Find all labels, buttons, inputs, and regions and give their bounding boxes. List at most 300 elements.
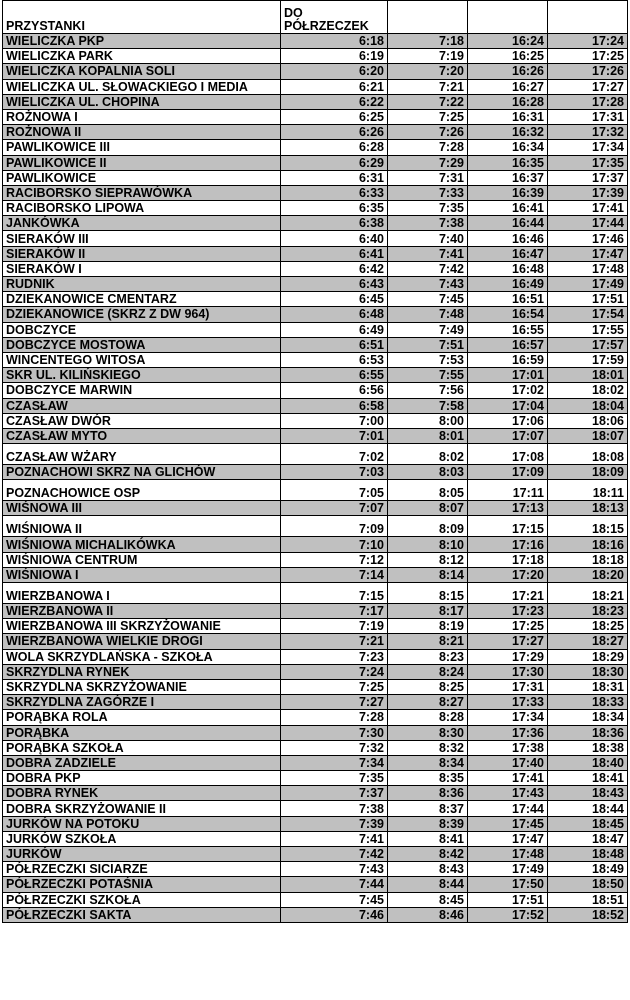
table-row xyxy=(3,64,628,79)
departure-time: 7:31 xyxy=(388,170,468,185)
departure-time: 6:29 xyxy=(281,155,388,170)
departure-time: 17:07 xyxy=(468,428,548,443)
table-row xyxy=(3,740,628,755)
departure-time: 17:47 xyxy=(548,246,628,261)
departure-time: 16:41 xyxy=(468,201,548,216)
departure-time: 16:51 xyxy=(468,292,548,307)
departure-time: 17:01 xyxy=(468,368,548,383)
departure-time: 17:15 xyxy=(468,516,548,537)
departure-time: 16:39 xyxy=(468,185,548,200)
departure-time: 8:15 xyxy=(388,583,468,604)
departure-time: 7:28 xyxy=(388,140,468,155)
departure-time: 7:00 xyxy=(281,413,388,428)
departure-time: 17:04 xyxy=(468,398,548,413)
stop-name: SKRZYDLNA RYNEK xyxy=(3,664,281,679)
stop-name: POZNACHOWICE OSP xyxy=(3,480,281,501)
stop-name: PORĄBKA xyxy=(3,725,281,740)
departure-time: 18:50 xyxy=(548,877,628,892)
departure-time: 17:31 xyxy=(548,109,628,124)
departure-time: 7:25 xyxy=(388,109,468,124)
table-row xyxy=(3,170,628,185)
departure-time: 6:48 xyxy=(281,307,388,322)
departure-time: 17:48 xyxy=(468,847,548,862)
departure-time: 17:49 xyxy=(468,862,548,877)
departure-time: 18:16 xyxy=(548,537,628,552)
departure-time: 18:33 xyxy=(548,695,628,710)
departure-time: 6:21 xyxy=(281,79,388,94)
table-row xyxy=(3,786,628,801)
departure-time: 17:27 xyxy=(468,634,548,649)
timetable xyxy=(2,0,628,923)
table-row xyxy=(3,892,628,907)
table-row xyxy=(3,710,628,725)
departure-time: 7:18 xyxy=(388,34,468,49)
table-row xyxy=(3,49,628,64)
stop-name: PÓŁRZECZKI SICIARZE xyxy=(3,862,281,877)
table-row xyxy=(3,552,628,567)
table-row xyxy=(3,109,628,124)
departure-time: 8:34 xyxy=(388,755,468,770)
departure-time: 17:18 xyxy=(468,552,548,567)
departure-time: 7:24 xyxy=(281,664,388,679)
departure-time: 8:46 xyxy=(388,907,468,922)
departure-time: 7:56 xyxy=(388,383,468,398)
departure-time: 18:52 xyxy=(548,907,628,922)
table-row xyxy=(3,140,628,155)
table-row xyxy=(3,679,628,694)
departure-time: 18:31 xyxy=(548,679,628,694)
departure-time: 8:25 xyxy=(388,679,468,694)
departure-time: 7:39 xyxy=(281,816,388,831)
table-row xyxy=(3,307,628,322)
departure-time: 18:20 xyxy=(548,567,628,582)
stop-name: SIERAKÓW III xyxy=(3,231,281,246)
stop-name: DOBRA RYNEK xyxy=(3,786,281,801)
departure-time: 7:51 xyxy=(388,337,468,352)
timetable-body xyxy=(3,34,628,923)
departure-time: 8:28 xyxy=(388,710,468,725)
departure-time: 6:55 xyxy=(281,368,388,383)
stop-name: JURKÓW xyxy=(3,847,281,862)
table-row xyxy=(3,185,628,200)
departure-time: 6:20 xyxy=(281,64,388,79)
stop-name: WIELICZKA UL. SŁOWACKIEGO I MEDIA xyxy=(3,79,281,94)
stop-name: CZASŁAW DWÓR xyxy=(3,413,281,428)
table-row xyxy=(3,847,628,862)
departure-time: 6:35 xyxy=(281,201,388,216)
table-row xyxy=(3,816,628,831)
stop-name: PÓŁRZECZKI SAKTA xyxy=(3,907,281,922)
stop-name: ROŻNOWA I xyxy=(3,109,281,124)
stop-name: PORĄBKA SZKOŁA xyxy=(3,740,281,755)
departure-time: 17:34 xyxy=(548,140,628,155)
departure-time: 8:07 xyxy=(388,501,468,516)
stop-name: CZASŁAW MYTO xyxy=(3,428,281,443)
table-row xyxy=(3,771,628,786)
stop-name: JANKÓWKA xyxy=(3,216,281,231)
table-row xyxy=(3,201,628,216)
stop-name: PORĄBKA ROLA xyxy=(3,710,281,725)
departure-time: 7:41 xyxy=(281,831,388,846)
table-row xyxy=(3,261,628,276)
stop-name: DOBRA SKRZYŻOWANIE II xyxy=(3,801,281,816)
departure-time: 17:44 xyxy=(548,216,628,231)
departure-time: 17:24 xyxy=(548,34,628,49)
table-row xyxy=(3,862,628,877)
departure-time: 6:58 xyxy=(281,398,388,413)
stop-name: WIŚNIOWA CENTRUM xyxy=(3,552,281,567)
stop-name: DOBRA ZADZIELE xyxy=(3,755,281,770)
departure-time: 17:55 xyxy=(548,322,628,337)
departure-time: 17:02 xyxy=(468,383,548,398)
stop-name: SKR UL. KILIŃSKIEGO xyxy=(3,368,281,383)
stop-name: WIŚNIOWA II xyxy=(3,516,281,537)
departure-time: 6:22 xyxy=(281,94,388,109)
departure-time: 18:29 xyxy=(548,649,628,664)
departure-time: 6:18 xyxy=(281,34,388,49)
table-row xyxy=(3,634,628,649)
departure-time: 7:48 xyxy=(388,307,468,322)
departure-time: 7:29 xyxy=(388,155,468,170)
departure-time: 6:53 xyxy=(281,352,388,367)
departure-time: 16:37 xyxy=(468,170,548,185)
departure-time: 18:09 xyxy=(548,465,628,480)
stop-name: WIŚNOWA III xyxy=(3,501,281,516)
departure-time: 17:20 xyxy=(468,567,548,582)
departure-time: 8:42 xyxy=(388,847,468,862)
departure-time: 7:40 xyxy=(388,231,468,246)
stop-name: RUDNIK xyxy=(3,277,281,292)
departure-time: 17:43 xyxy=(468,786,548,801)
departure-time: 17:30 xyxy=(468,664,548,679)
departure-time: 6:43 xyxy=(281,277,388,292)
departure-time: 7:46 xyxy=(281,907,388,922)
departure-time: 7:34 xyxy=(281,755,388,770)
departure-time: 17:46 xyxy=(548,231,628,246)
table-row xyxy=(3,34,628,49)
table-row xyxy=(3,94,628,109)
table-row xyxy=(3,664,628,679)
departure-time: 16:25 xyxy=(468,49,548,64)
departure-time: 17:41 xyxy=(548,201,628,216)
departure-time: 17:06 xyxy=(468,413,548,428)
departure-time: 17:34 xyxy=(468,710,548,725)
departure-time: 17:59 xyxy=(548,352,628,367)
departure-time: 8:05 xyxy=(388,480,468,501)
stop-name: WIERZBANOWA I xyxy=(3,583,281,604)
departure-time: 8:12 xyxy=(388,552,468,567)
stop-name: WIERZBANOWA WIELKIE DROGI xyxy=(3,634,281,649)
departure-time: 8:37 xyxy=(388,801,468,816)
stop-name: SIERAKÓW II xyxy=(3,246,281,261)
stop-name: WIERZBANOWA II xyxy=(3,604,281,619)
departure-time: 8:45 xyxy=(388,892,468,907)
stop-name: JURKÓW SZKOŁA xyxy=(3,831,281,846)
departure-time: 17:45 xyxy=(468,816,548,831)
table-row xyxy=(3,501,628,516)
stop-name: DOBCZYCE MOSTOWA xyxy=(3,337,281,352)
table-row xyxy=(3,907,628,922)
departure-time: 17:37 xyxy=(548,170,628,185)
table-row xyxy=(3,537,628,552)
departure-time: 18:48 xyxy=(548,847,628,862)
departure-time: 18:21 xyxy=(548,583,628,604)
stop-name: SIERAKÓW I xyxy=(3,261,281,276)
stop-name: WIELICZKA PARK xyxy=(3,49,281,64)
departure-time: 17:29 xyxy=(468,649,548,664)
departure-time: 17:28 xyxy=(548,94,628,109)
table-row xyxy=(3,428,628,443)
departure-time: 16:48 xyxy=(468,261,548,276)
table-row xyxy=(3,877,628,892)
stop-name: WOLA SKRZYDLAŃSKA - SZKOŁA xyxy=(3,649,281,664)
stop-name: WINCENTEGO WITOSA xyxy=(3,352,281,367)
table-row xyxy=(3,604,628,619)
stop-name: WIELICZKA UL. CHOPINA xyxy=(3,94,281,109)
departure-time: 6:41 xyxy=(281,246,388,261)
stop-name: DOBCZYCE xyxy=(3,322,281,337)
departure-time: 17:21 xyxy=(468,583,548,604)
departure-time: 6:45 xyxy=(281,292,388,307)
departure-time: 17:47 xyxy=(468,831,548,846)
departure-time: 18:40 xyxy=(548,755,628,770)
departure-time: 7:37 xyxy=(281,786,388,801)
departure-time: 8:09 xyxy=(388,516,468,537)
departure-time: 8:35 xyxy=(388,771,468,786)
direction-header: DO PÓŁRZECZEK xyxy=(281,1,388,34)
departure-time: 16:47 xyxy=(468,246,548,261)
table-row xyxy=(3,413,628,428)
departure-time: 7:14 xyxy=(281,567,388,582)
departure-time: 16:59 xyxy=(468,352,548,367)
table-row xyxy=(3,480,628,501)
table-row xyxy=(3,619,628,634)
departure-time: 7:03 xyxy=(281,465,388,480)
stop-name: RACIBORSKO SIEPRAWÓWKA xyxy=(3,185,281,200)
stop-name: PAWLIKOWICE xyxy=(3,170,281,185)
stop-name: DOBCZYCE MARWIN xyxy=(3,383,281,398)
departure-time: 7:15 xyxy=(281,583,388,604)
departure-time: 8:03 xyxy=(388,465,468,480)
departure-time: 7:42 xyxy=(388,261,468,276)
departure-time: 16:26 xyxy=(468,64,548,79)
departure-time: 17:49 xyxy=(548,277,628,292)
departure-time: 8:39 xyxy=(388,816,468,831)
stops-column-header: PRZYSTANKI xyxy=(3,1,281,34)
departure-time: 7:55 xyxy=(388,368,468,383)
departure-time: 7:25 xyxy=(281,679,388,694)
departure-time: 7:19 xyxy=(388,49,468,64)
table-row xyxy=(3,567,628,582)
departure-time: 7:38 xyxy=(388,216,468,231)
departure-time: 17:32 xyxy=(548,125,628,140)
departure-time: 18:15 xyxy=(548,516,628,537)
departure-time: 16:55 xyxy=(468,322,548,337)
departure-time: 18:30 xyxy=(548,664,628,679)
departure-time: 16:35 xyxy=(468,155,548,170)
departure-time: 18:43 xyxy=(548,786,628,801)
departure-time: 7:30 xyxy=(281,725,388,740)
departure-time: 7:05 xyxy=(281,480,388,501)
departure-time: 6:26 xyxy=(281,125,388,140)
stop-name: WIELICZKA KOPALNIA SOLI xyxy=(3,64,281,79)
departure-time: 7:12 xyxy=(281,552,388,567)
stop-name: WIŚNIOWA I xyxy=(3,567,281,582)
stop-name: PÓŁRZECZKI SZKOŁA xyxy=(3,892,281,907)
table-row xyxy=(3,444,628,465)
departure-time: 18:51 xyxy=(548,892,628,907)
departure-time: 8:24 xyxy=(388,664,468,679)
departure-time: 6:56 xyxy=(281,383,388,398)
departure-time: 8:00 xyxy=(388,413,468,428)
departure-time: 7:07 xyxy=(281,501,388,516)
departure-time: 18:08 xyxy=(548,444,628,465)
departure-time: 7:27 xyxy=(281,695,388,710)
departure-time: 6:38 xyxy=(281,216,388,231)
departure-time: 8:19 xyxy=(388,619,468,634)
departure-time: 8:44 xyxy=(388,877,468,892)
departure-time: 16:31 xyxy=(468,109,548,124)
departure-time: 17:25 xyxy=(468,619,548,634)
departure-time: 7:49 xyxy=(388,322,468,337)
stop-name: SKRZYDLNA SKRZYŻOWANIE xyxy=(3,679,281,694)
departure-time: 18:38 xyxy=(548,740,628,755)
departure-time: 17:31 xyxy=(468,679,548,694)
departure-time: 18:01 xyxy=(548,368,628,383)
departure-time: 16:46 xyxy=(468,231,548,246)
departure-time: 17:44 xyxy=(468,801,548,816)
departure-time: 18:36 xyxy=(548,725,628,740)
departure-time: 18:47 xyxy=(548,831,628,846)
stop-name: DZIEKANOWICE CMENTARZ xyxy=(3,292,281,307)
stop-name: POZNACHOWI SKRZ NA GLICHÓW xyxy=(3,465,281,480)
departure-time: 17:27 xyxy=(548,79,628,94)
header-blank-cell xyxy=(468,1,548,34)
departure-time: 7:41 xyxy=(388,246,468,261)
departure-time: 18:11 xyxy=(548,480,628,501)
departure-time: 18:34 xyxy=(548,710,628,725)
table-row xyxy=(3,368,628,383)
table-row xyxy=(3,583,628,604)
departure-time: 17:40 xyxy=(468,755,548,770)
header-blank-cell xyxy=(548,1,628,34)
departure-time: 7:43 xyxy=(281,862,388,877)
table-row xyxy=(3,216,628,231)
table-row xyxy=(3,695,628,710)
departure-time: 16:34 xyxy=(468,140,548,155)
departure-time: 18:41 xyxy=(548,771,628,786)
stop-name: WIELICZKA PKP xyxy=(3,34,281,49)
stop-name: CZASŁAW xyxy=(3,398,281,413)
departure-time: 6:28 xyxy=(281,140,388,155)
departure-time: 7:44 xyxy=(281,877,388,892)
table-row xyxy=(3,649,628,664)
departure-time: 8:41 xyxy=(388,831,468,846)
departure-time: 18:27 xyxy=(548,634,628,649)
header-blank-cell xyxy=(388,1,468,34)
stop-name: CZASŁAW WŻARY xyxy=(3,444,281,465)
table-row xyxy=(3,337,628,352)
departure-time: 18:07 xyxy=(548,428,628,443)
departure-time: 8:27 xyxy=(388,695,468,710)
departure-time: 6:31 xyxy=(281,170,388,185)
departure-time: 16:49 xyxy=(468,277,548,292)
departure-time: 8:21 xyxy=(388,634,468,649)
departure-time: 17:52 xyxy=(468,907,548,922)
departure-time: 17:50 xyxy=(468,877,548,892)
departure-time: 17:39 xyxy=(548,185,628,200)
departure-time: 7:45 xyxy=(388,292,468,307)
table-row xyxy=(3,231,628,246)
table-row xyxy=(3,516,628,537)
table-row xyxy=(3,465,628,480)
departure-time: 8:23 xyxy=(388,649,468,664)
departure-time: 6:33 xyxy=(281,185,388,200)
departure-time: 17:25 xyxy=(548,49,628,64)
departure-time: 7:02 xyxy=(281,444,388,465)
stop-name: SKRZYDLNA ZAGÓRZE I xyxy=(3,695,281,710)
departure-time: 7:17 xyxy=(281,604,388,619)
departure-time: 7:45 xyxy=(281,892,388,907)
departure-time: 7:32 xyxy=(281,740,388,755)
departure-time: 18:04 xyxy=(548,398,628,413)
table-row xyxy=(3,383,628,398)
departure-time: 18:45 xyxy=(548,816,628,831)
departure-time: 7:19 xyxy=(281,619,388,634)
table-row xyxy=(3,79,628,94)
departure-time: 7:43 xyxy=(388,277,468,292)
departure-time: 7:42 xyxy=(281,847,388,862)
departure-time: 18:23 xyxy=(548,604,628,619)
departure-time: 16:28 xyxy=(468,94,548,109)
departure-time: 17:23 xyxy=(468,604,548,619)
stop-name: DOBRA PKP xyxy=(3,771,281,786)
table-row xyxy=(3,246,628,261)
table-row xyxy=(3,398,628,413)
departure-time: 8:14 xyxy=(388,567,468,582)
table-row xyxy=(3,125,628,140)
departure-time: 7:20 xyxy=(388,64,468,79)
departure-time: 6:40 xyxy=(281,231,388,246)
departure-time: 8:02 xyxy=(388,444,468,465)
departure-time: 18:18 xyxy=(548,552,628,567)
departure-time: 8:17 xyxy=(388,604,468,619)
departure-time: 18:49 xyxy=(548,862,628,877)
departure-time: 7:58 xyxy=(388,398,468,413)
departure-time: 7:28 xyxy=(281,710,388,725)
stop-name: RACIBORSKO LIPOWA xyxy=(3,201,281,216)
departure-time: 7:38 xyxy=(281,801,388,816)
stop-name: ROŻNOWA II xyxy=(3,125,281,140)
departure-time: 17:48 xyxy=(548,261,628,276)
departure-time: 17:36 xyxy=(468,725,548,740)
header-row xyxy=(3,1,628,34)
departure-time: 18:13 xyxy=(548,501,628,516)
departure-time: 17:08 xyxy=(468,444,548,465)
departure-time: 18:25 xyxy=(548,619,628,634)
departure-time: 18:44 xyxy=(548,801,628,816)
table-row xyxy=(3,725,628,740)
departure-time: 17:26 xyxy=(548,64,628,79)
departure-time: 8:32 xyxy=(388,740,468,755)
departure-time: 7:33 xyxy=(388,185,468,200)
table-row xyxy=(3,155,628,170)
departure-time: 17:51 xyxy=(468,892,548,907)
departure-time: 8:43 xyxy=(388,862,468,877)
departure-time: 7:53 xyxy=(388,352,468,367)
stop-name: WIŚNIOWA MICHALIKÓWKA xyxy=(3,537,281,552)
departure-time: 6:51 xyxy=(281,337,388,352)
